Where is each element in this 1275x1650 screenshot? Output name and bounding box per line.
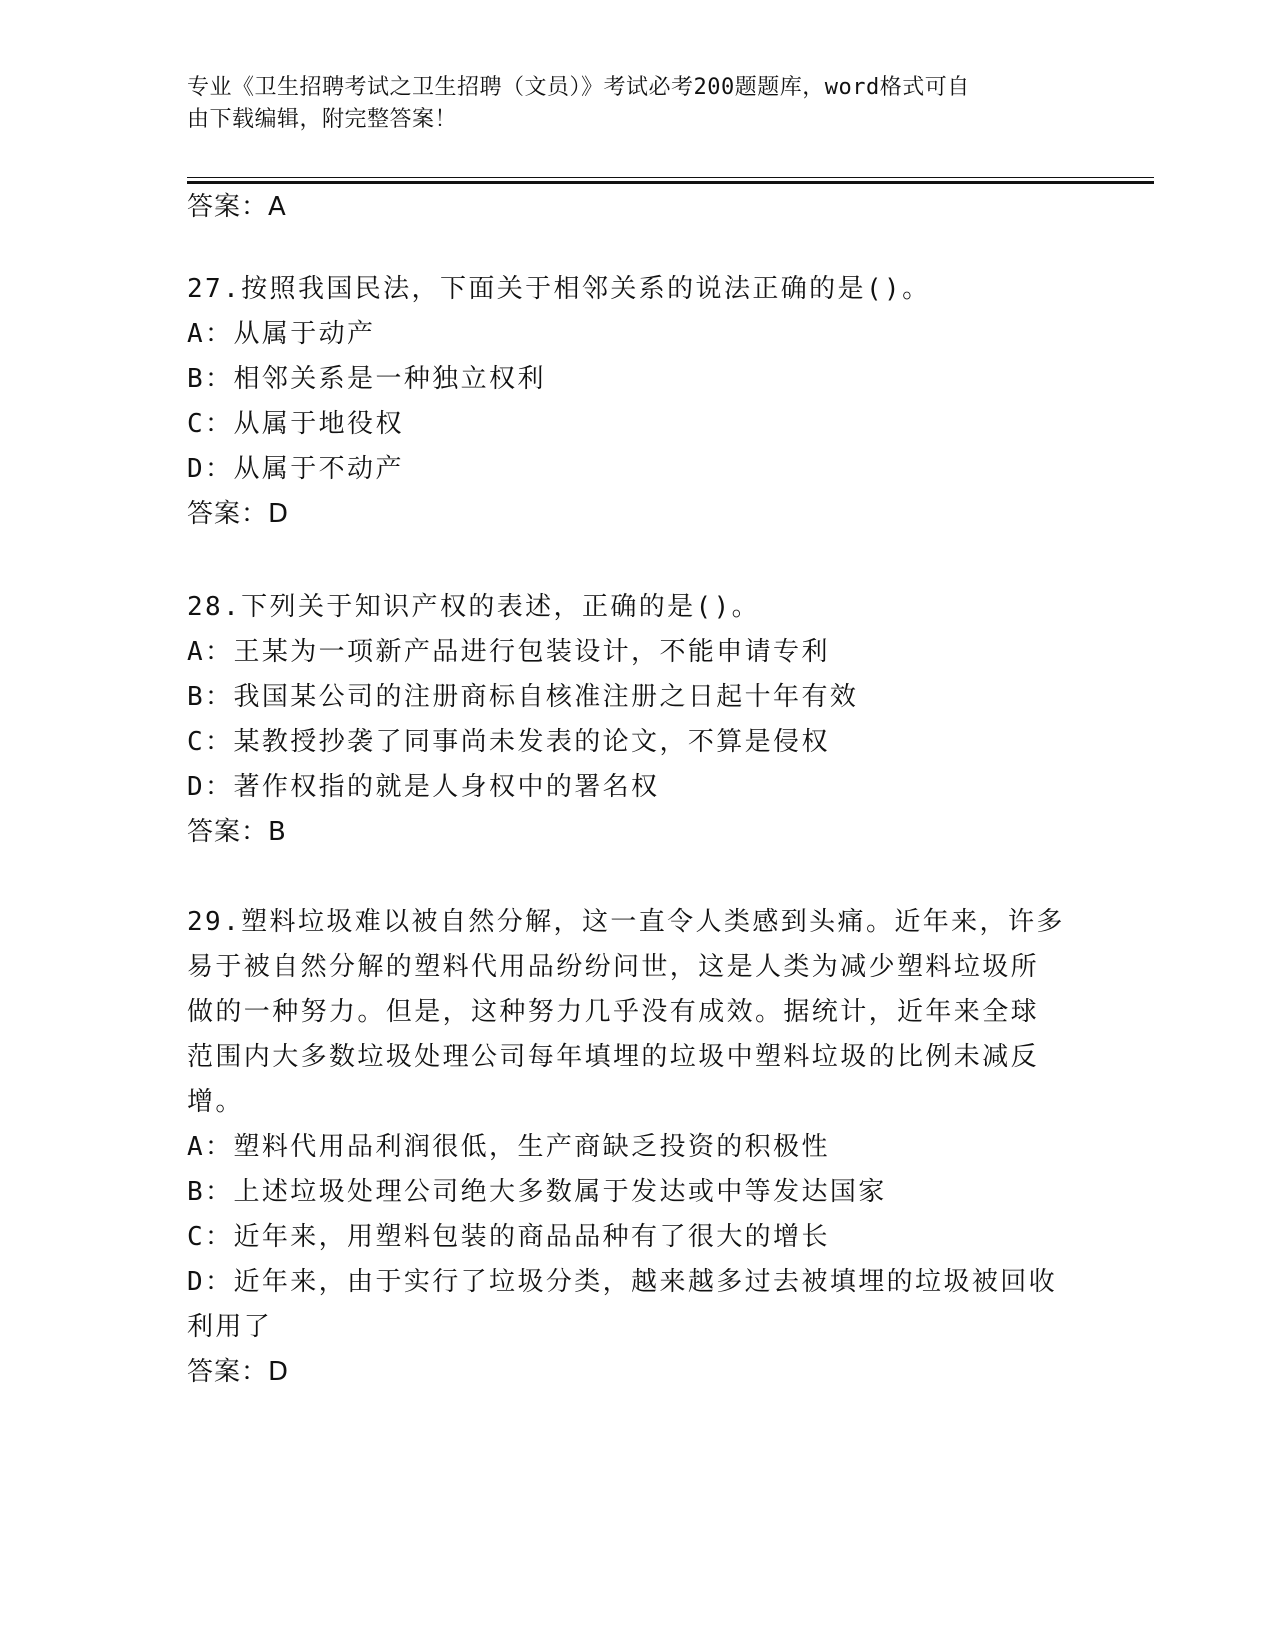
option-c: C：近年来，用塑料包装的商品品种有了很大的增长 bbox=[187, 1222, 830, 1252]
document-header bbox=[187, 72, 1067, 136]
header-rule-thin bbox=[187, 177, 1154, 178]
answer-label: 答案：B bbox=[187, 817, 287, 847]
header-rule-thick bbox=[187, 181, 1154, 184]
question-stem-line: 29.塑料垃圾难以被自然分解，这一直令人类感到头痛。近年来，许多 bbox=[187, 907, 1065, 937]
option-c: C：从属于地役权 bbox=[187, 409, 404, 439]
question-28 bbox=[187, 585, 1087, 855]
option-b: B：我国某公司的注册商标自核准注册之日起十年有效 bbox=[187, 682, 859, 712]
answer-label: 答案：A bbox=[187, 192, 287, 222]
header-line-1: 专业《卫生招聘考试之卫生招聘（文员）》考试必考200题题库，word格式可自 bbox=[187, 75, 970, 100]
previous-answer bbox=[187, 185, 1087, 230]
question-stem-line: 易于被自然分解的塑料代用品纷纷问世，这是人类为减少塑料垃圾所 bbox=[187, 952, 1040, 982]
header-line-2: 由下载编辑，附完整答案！ bbox=[187, 107, 458, 132]
answer-label: 答案：D bbox=[187, 499, 290, 529]
question-stem-line: 范围内大多数垃圾处理公司每年填埋的垃圾中塑料垃圾的比例未减反 bbox=[187, 1042, 1040, 1072]
question-stem-line: 增。 bbox=[187, 1087, 244, 1117]
option-b: B：相邻关系是一种独立权利 bbox=[187, 364, 546, 394]
option-d-continued: 利用了 bbox=[187, 1312, 273, 1342]
question-stem: 27.按照我国民法，下面关于相邻关系的说法正确的是()。 bbox=[187, 274, 931, 304]
option-b: B：上述垃圾处理公司绝大多数属于发达或中等发达国家 bbox=[187, 1177, 887, 1207]
option-d: D：近年来，由于实行了垃圾分类，越来越多过去被填埋的垃圾被回收 bbox=[187, 1267, 1058, 1297]
question-stem: 28.下列关于知识产权的表述，正确的是()。 bbox=[187, 592, 761, 622]
option-c: C：某教授抄袭了同事尚未发表的论文，不算是侵权 bbox=[187, 727, 830, 757]
option-a: A：王某为一项新产品进行包装设计，不能申请专利 bbox=[187, 637, 830, 667]
question-stem-line: 做的一种努力。但是，这种努力几乎没有成效。据统计，近年来全球 bbox=[187, 997, 1040, 1027]
option-a: A：塑料代用品利润很低，生产商缺乏投资的积极性 bbox=[187, 1132, 830, 1162]
question-29 bbox=[187, 900, 1087, 1395]
option-a: A：从属于动产 bbox=[187, 319, 376, 349]
option-d: D：著作权指的就是人身权中的署名权 bbox=[187, 772, 660, 802]
question-27 bbox=[187, 267, 1087, 537]
option-d: D：从属于不动产 bbox=[187, 454, 404, 484]
answer-label: 答案：D bbox=[187, 1357, 290, 1387]
